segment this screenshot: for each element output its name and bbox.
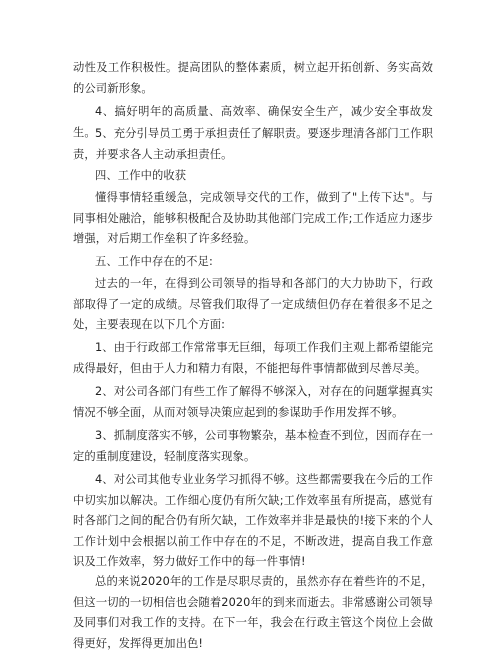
paragraph-point-4: 4、对公司其他专业业务学习抓得不够。这些都需要我在今后的工作中切实加以解决。工作细心度仍有所欠缺;工作效率虽有所提高，感觉有时各部门之间的配合仍有所欠缺，工作效率并非是最快的!接下来的个人工作计划中会根据以前工作中存在的不足，不断改进，提高自我工作意识及工作效率，努力做好工作中的每一件事情! (73, 473, 433, 568)
paragraph-point-2: 2、对公司各部门有些工作了解得不够深入，对存在的问题掌握真实情况不够全面，从而对领导决策应起到的参谋助手作用发挥不够。 (73, 385, 433, 419)
section-heading-gains: 四、工作中的收获 (95, 169, 187, 182)
paragraph-summary: 总的来说2020年的工作是尽职尽责的，虽然亦存在着些许的不足，但这一切的一切相信也会随着2020年的到来而逝去。非常感谢公司领导及同事们对我工作的支持。在下一年，我会在行政主管这个岗位上会做得更好，发挥得更加出色! (73, 575, 433, 650)
paragraph-continuation: 动性及工作积极性。提高团队的整体素质，树立起开拓创新、务实高效的公司新形象。 (73, 61, 433, 95)
paragraph-point-3: 3、抓制度落实不够，公司事物繁杂，基本检查不到位，因而存在一定的重制度建设，轻制度落实现象。 (73, 429, 433, 463)
paragraph-item-4: 4、搞好明年的高质量、高效率、确保安全生产，减少安全事故发生。 (73, 105, 433, 139)
paragraph-item-5: 5、充分引导员工勇于承担责任了解职责。要逐步理清各部门工作职责，并要求各人主动承担责任。 (73, 127, 433, 161)
paragraph-point-1: 1、由于行政部工作常常事无巨细，每项工作我们主观上都希望能完成得最好，但由于人力和精力有限，不能把每件事情都做到尽善尽美。 (73, 341, 433, 375)
section-heading-shortcomings: 五、工作中存在的不足: (95, 255, 213, 268)
paragraph-gains: 懂得事情轻重缓急，完成领导交代的工作，做到了"上传下达"。与同事相处融洽，能够积极配合及协助其他部门完成工作;工作适应力逐步增强，对后期工作垒积了许多经验。 (73, 191, 433, 245)
paragraph-shortcomings-intro: 过去的一年，在得到公司领导的指导和各部门的大力协助下，行政部取得了一定的成绩。尽管我们取得了一定成绩但仍存在着很多不足之处，主要表现在以下几个方面: (73, 277, 433, 331)
